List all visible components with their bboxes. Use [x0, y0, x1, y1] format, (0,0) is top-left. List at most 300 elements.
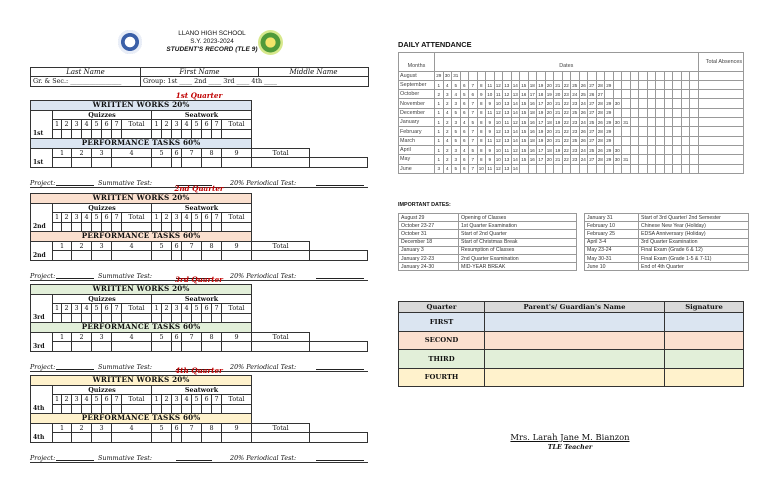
attendance-day[interactable]: 21	[554, 127, 563, 136]
attendance-day[interactable]: 30	[613, 99, 622, 108]
score-cell[interactable]	[62, 222, 72, 232]
attendance-day[interactable]: 22	[562, 155, 571, 164]
score-cell[interactable]	[162, 129, 172, 139]
attendance-day[interactable]: 23	[571, 99, 580, 108]
attendance-day[interactable]: 18	[528, 108, 537, 117]
score-cell[interactable]	[102, 222, 112, 232]
total-absences-cell[interactable]	[698, 136, 744, 145]
attendance-day[interactable]: 2	[435, 90, 444, 99]
attendance-day[interactable]: 10	[477, 164, 486, 173]
score-cell[interactable]	[212, 313, 222, 323]
attendance-day[interactable]: 5	[452, 164, 461, 173]
attendance-day[interactable]: 10	[494, 155, 503, 164]
score-cell[interactable]	[72, 313, 82, 323]
pt-score-cell[interactable]	[72, 158, 92, 168]
attendance-day[interactable]: 10	[486, 90, 495, 99]
attendance-day[interactable]: 15	[520, 155, 529, 164]
score-cell[interactable]	[192, 129, 202, 139]
gr-sec-field[interactable]: Gr. & Sec.: ________________	[31, 77, 141, 87]
score-cell[interactable]	[92, 313, 102, 323]
attendance-day[interactable]: 11	[486, 108, 495, 117]
attendance-day[interactable]: 27	[588, 108, 597, 117]
pt-score-cell[interactable]	[182, 342, 202, 352]
attendance-day[interactable]: 12	[494, 136, 503, 145]
signature-field[interactable]	[665, 368, 744, 387]
attendance-day[interactable]: 29	[605, 118, 614, 127]
pt-score-cell[interactable]	[222, 251, 252, 261]
score-cell[interactable]	[62, 404, 72, 414]
attendance-day[interactable]: 10	[494, 99, 503, 108]
attendance-day[interactable]: 1	[435, 80, 444, 89]
attendance-day[interactable]: 4	[452, 90, 461, 99]
attendance-day[interactable]: 18	[545, 145, 554, 154]
score-cell[interactable]	[212, 129, 222, 139]
pt-score-cell[interactable]	[53, 433, 72, 443]
score-cell[interactable]	[202, 404, 212, 414]
attendance-day[interactable]: 11	[503, 118, 512, 127]
attendance-day[interactable]: 16	[520, 90, 529, 99]
attendance-day[interactable]: 22	[562, 136, 571, 145]
attendance-day[interactable]: 14	[511, 127, 520, 136]
attendance-day[interactable]: 28	[596, 99, 605, 108]
attendance-day[interactable]: 28	[596, 80, 605, 89]
attendance-day[interactable]: 6	[460, 80, 469, 89]
attendance-day[interactable]: 22	[562, 118, 571, 127]
score-cell[interactable]	[162, 222, 172, 232]
attendance-day[interactable]: 2	[443, 118, 452, 127]
pt-total-cell[interactable]	[310, 433, 368, 443]
attendance-day[interactable]: 22	[562, 80, 571, 89]
score-cell[interactable]	[152, 129, 162, 139]
attendance-day[interactable]: 22	[562, 145, 571, 154]
attendance-day[interactable]: 20	[545, 155, 554, 164]
attendance-day[interactable]: 5	[452, 80, 461, 89]
attendance-day[interactable]: 15	[520, 99, 529, 108]
attendance-day[interactable]: 6	[460, 164, 469, 173]
attendance-day[interactable]: 12	[494, 108, 503, 117]
score-cell[interactable]	[172, 313, 182, 323]
pt-score-cell[interactable]	[252, 158, 310, 168]
attendance-day[interactable]: 25	[579, 90, 588, 99]
attendance-day[interactable]: 20	[545, 136, 554, 145]
score-cell[interactable]	[222, 129, 252, 139]
score-cell[interactable]	[152, 313, 162, 323]
attendance-day[interactable]: 28	[596, 155, 605, 164]
attendance-day[interactable]: 2	[443, 145, 452, 154]
attendance-day[interactable]: 26	[579, 80, 588, 89]
score-cell[interactable]	[72, 129, 82, 139]
attendance-day[interactable]: 19	[554, 118, 563, 127]
attendance-day[interactable]: 19	[537, 136, 546, 145]
attendance-day[interactable]: 3	[435, 164, 444, 173]
attendance-day[interactable]: 5	[469, 118, 478, 127]
attendance-day[interactable]: 31	[622, 118, 631, 127]
attendance-day[interactable]: 8	[477, 80, 486, 89]
attendance-day[interactable]: 6	[460, 108, 469, 117]
attendance-day[interactable]: 9	[486, 118, 495, 127]
attendance-day[interactable]: 23	[571, 145, 580, 154]
score-cell[interactable]	[162, 313, 172, 323]
attendance-day[interactable]: 24	[571, 90, 580, 99]
attendance-day[interactable]: 14	[511, 99, 520, 108]
attendance-day[interactable]: 23	[571, 127, 580, 136]
pt-score-cell[interactable]	[252, 251, 310, 261]
attendance-day[interactable]: 30	[613, 145, 622, 154]
attendance-day[interactable]: 15	[520, 118, 529, 127]
attendance-day[interactable]: 21	[554, 99, 563, 108]
signature-field[interactable]	[665, 313, 744, 332]
pt-total-cell[interactable]	[310, 158, 368, 168]
group-field[interactable]: Group: 1st ____ 2nd ____ 3rd ____ 4th ____	[141, 77, 369, 87]
attendance-day[interactable]: 1	[435, 108, 444, 117]
pt-score-cell[interactable]	[92, 433, 112, 443]
attendance-day[interactable]: 4	[460, 118, 469, 127]
attendance-day[interactable]: 31	[622, 155, 631, 164]
attendance-day[interactable]: 15	[520, 108, 529, 117]
attendance-day[interactable]: 12	[503, 90, 512, 99]
pt-score-cell[interactable]	[222, 158, 252, 168]
score-cell[interactable]	[212, 222, 222, 232]
score-cell[interactable]	[82, 129, 92, 139]
attendance-day[interactable]: 27	[588, 80, 597, 89]
attendance-day[interactable]: 20	[545, 108, 554, 117]
attendance-day[interactable]: 13	[503, 136, 512, 145]
attendance-day[interactable]: 20	[554, 90, 563, 99]
attendance-day[interactable]: 3	[443, 90, 452, 99]
attendance-day[interactable]: 25	[571, 80, 580, 89]
attendance-day[interactable]: 4	[443, 108, 452, 117]
attendance-day[interactable]: 27	[588, 99, 597, 108]
pt-score-cell[interactable]	[72, 251, 92, 261]
attendance-day[interactable]: 28	[596, 136, 605, 145]
score-cell[interactable]	[222, 404, 252, 414]
attendance-day[interactable]: 3	[452, 118, 461, 127]
attendance-day[interactable]: 21	[554, 108, 563, 117]
pt-score-cell[interactable]	[222, 433, 252, 443]
total-absences-cell[interactable]	[698, 108, 744, 117]
attendance-day[interactable]: 9	[486, 155, 495, 164]
attendance-day[interactable]: 19	[545, 90, 554, 99]
attendance-day[interactable]: 5	[460, 90, 469, 99]
periodical-field[interactable]	[316, 454, 364, 461]
attendance-day[interactable]: 5	[452, 127, 461, 136]
attendance-day[interactable]: 14	[511, 155, 520, 164]
attendance-day[interactable]: 7	[469, 99, 478, 108]
score-cell[interactable]	[112, 313, 122, 323]
attendance-day[interactable]: 8	[477, 136, 486, 145]
attendance-day[interactable]: 15	[520, 80, 529, 89]
score-cell[interactable]	[192, 222, 202, 232]
summative-field[interactable]	[176, 454, 212, 461]
pt-score-cell[interactable]	[112, 251, 152, 261]
attendance-day[interactable]: 27	[588, 136, 597, 145]
attendance-day[interactable]: 26	[596, 145, 605, 154]
attendance-day[interactable]: 30	[443, 71, 452, 80]
pt-score-cell[interactable]	[112, 433, 152, 443]
pt-total-cell[interactable]	[310, 342, 368, 352]
attendance-day[interactable]: 8	[477, 155, 486, 164]
pt-score-cell[interactable]	[92, 342, 112, 352]
pt-score-cell[interactable]	[92, 158, 112, 168]
pt-score-cell[interactable]	[92, 251, 112, 261]
attendance-day[interactable]: 18	[528, 136, 537, 145]
attendance-day[interactable]: 11	[486, 136, 495, 145]
attendance-day[interactable]: 25	[588, 145, 597, 154]
attendance-day[interactable]: 25	[571, 136, 580, 145]
attendance-day[interactable]: 12	[511, 118, 520, 127]
attendance-day[interactable]: 20	[545, 99, 554, 108]
score-cell[interactable]	[222, 313, 252, 323]
attendance-day[interactable]: 14	[511, 136, 520, 145]
attendance-day[interactable]: 6	[460, 136, 469, 145]
attendance-day[interactable]: 29	[605, 127, 614, 136]
attendance-day[interactable]: 4	[460, 145, 469, 154]
attendance-day[interactable]: 9	[477, 90, 486, 99]
attendance-day[interactable]: 14	[511, 108, 520, 117]
attendance-day[interactable]: 13	[503, 108, 512, 117]
attendance-day[interactable]: 13	[511, 90, 520, 99]
attendance-day[interactable]: 21	[554, 80, 563, 89]
attendance-day[interactable]: 16	[528, 99, 537, 108]
attendance-day[interactable]: 29	[605, 108, 614, 117]
attendance-day[interactable]: 6	[460, 127, 469, 136]
score-cell[interactable]	[202, 129, 212, 139]
score-cell[interactable]	[53, 222, 62, 232]
pt-score-cell[interactable]	[182, 433, 202, 443]
attendance-day[interactable]: 8	[477, 145, 486, 154]
score-cell[interactable]	[172, 404, 182, 414]
total-absences-cell[interactable]	[698, 71, 744, 80]
total-absences-cell[interactable]	[698, 164, 744, 173]
attendance-day[interactable]: 19	[537, 108, 546, 117]
score-cell[interactable]	[53, 404, 62, 414]
attendance-day[interactable]: 22	[562, 127, 571, 136]
attendance-day[interactable]: 13	[503, 80, 512, 89]
attendance-day[interactable]: 1	[435, 145, 444, 154]
attendance-day[interactable]: 29	[605, 99, 614, 108]
score-cell[interactable]	[102, 313, 112, 323]
pt-score-cell[interactable]	[172, 433, 182, 443]
attendance-day[interactable]: 12	[511, 145, 520, 154]
attendance-day[interactable]: 26	[588, 90, 597, 99]
attendance-day[interactable]: 17	[537, 118, 546, 127]
score-cell[interactable]	[92, 222, 102, 232]
attendance-day[interactable]: 4	[443, 80, 452, 89]
attendance-day[interactable]: 5	[452, 136, 461, 145]
attendance-day[interactable]: 11	[486, 80, 495, 89]
attendance-day[interactable]: 2	[443, 155, 452, 164]
attendance-day[interactable]: 19	[537, 80, 546, 89]
attendance-day[interactable]: 9	[486, 145, 495, 154]
pt-score-cell[interactable]	[172, 342, 182, 352]
attendance-day[interactable]: 29	[605, 80, 614, 89]
score-cell[interactable]	[172, 222, 182, 232]
attendance-day[interactable]: 5	[469, 145, 478, 154]
attendance-day[interactable]: 10	[494, 118, 503, 127]
score-cell[interactable]	[122, 222, 152, 232]
attendance-day[interactable]: 21	[554, 155, 563, 164]
pt-score-cell[interactable]	[112, 158, 152, 168]
attendance-day[interactable]: 8	[477, 127, 486, 136]
score-cell[interactable]	[102, 404, 112, 414]
attendance-day[interactable]: 5	[452, 108, 461, 117]
score-cell[interactable]	[182, 404, 192, 414]
pt-score-cell[interactable]	[53, 158, 72, 168]
attendance-day[interactable]: 23	[571, 155, 580, 164]
attendance-day[interactable]: 27	[588, 127, 597, 136]
attendance-day[interactable]: 2	[443, 127, 452, 136]
attendance-day[interactable]: 17	[537, 155, 546, 164]
pt-score-cell[interactable]	[72, 342, 92, 352]
score-cell[interactable]	[112, 129, 122, 139]
attendance-day[interactable]: 6	[460, 155, 469, 164]
attendance-day[interactable]: 7	[469, 108, 478, 117]
pt-score-cell[interactable]	[222, 342, 252, 352]
score-cell[interactable]	[102, 129, 112, 139]
pt-score-cell[interactable]	[152, 433, 172, 443]
pt-score-cell[interactable]	[152, 158, 172, 168]
attendance-day[interactable]: 13	[503, 164, 512, 173]
attendance-day[interactable]: 12	[494, 127, 503, 136]
attendance-day[interactable]: 1	[435, 127, 444, 136]
attendance-day[interactable]: 30	[613, 155, 622, 164]
attendance-day[interactable]: 16	[528, 145, 537, 154]
pt-score-cell[interactable]	[252, 433, 310, 443]
pt-score-cell[interactable]	[112, 342, 152, 352]
attendance-day[interactable]: 18	[537, 90, 546, 99]
score-cell[interactable]	[122, 129, 152, 139]
pt-score-cell[interactable]	[202, 251, 222, 261]
total-absences-cell[interactable]	[698, 118, 744, 127]
attendance-day[interactable]: 31	[452, 71, 461, 80]
signature-field[interactable]	[665, 350, 744, 369]
score-cell[interactable]	[152, 222, 162, 232]
attendance-day[interactable]: 29	[605, 155, 614, 164]
score-cell[interactable]	[202, 222, 212, 232]
attendance-day[interactable]: 16	[528, 118, 537, 127]
score-cell[interactable]	[112, 222, 122, 232]
attendance-day[interactable]: 13	[503, 155, 512, 164]
score-cell[interactable]	[62, 313, 72, 323]
attendance-day[interactable]: 30	[613, 118, 622, 127]
attendance-day[interactable]: 29	[435, 71, 444, 80]
score-cell[interactable]	[92, 129, 102, 139]
attendance-day[interactable]: 11	[494, 90, 503, 99]
score-cell[interactable]	[82, 313, 92, 323]
score-cell[interactable]	[212, 404, 222, 414]
attendance-day[interactable]: 25	[588, 118, 597, 127]
attendance-day[interactable]: 6	[469, 90, 478, 99]
pt-score-cell[interactable]	[252, 342, 310, 352]
pt-score-cell[interactable]	[172, 158, 182, 168]
attendance-day[interactable]: 15	[520, 127, 529, 136]
attendance-day[interactable]: 19	[537, 127, 546, 136]
attendance-day[interactable]: 7	[469, 136, 478, 145]
attendance-day[interactable]: 9	[486, 99, 495, 108]
attendance-day[interactable]: 20	[545, 80, 554, 89]
attendance-day[interactable]: 20	[545, 127, 554, 136]
attendance-day[interactable]: 16	[528, 127, 537, 136]
score-cell[interactable]	[122, 404, 152, 414]
attendance-day[interactable]: 22	[562, 108, 571, 117]
pt-score-cell[interactable]	[53, 342, 72, 352]
total-absences-cell[interactable]	[698, 127, 744, 136]
project-field[interactable]	[56, 454, 94, 461]
total-absences-cell[interactable]	[698, 145, 744, 154]
score-cell[interactable]	[53, 129, 62, 139]
attendance-day[interactable]: 1	[435, 155, 444, 164]
attendance-day[interactable]: 17	[537, 99, 546, 108]
attendance-day[interactable]: 12	[494, 164, 503, 173]
score-cell[interactable]	[182, 313, 192, 323]
pt-score-cell[interactable]	[152, 251, 172, 261]
pt-score-cell[interactable]	[172, 251, 182, 261]
attendance-day[interactable]: 2	[443, 99, 452, 108]
score-cell[interactable]	[122, 313, 152, 323]
attendance-day[interactable]: 23	[571, 118, 580, 127]
score-cell[interactable]	[222, 222, 252, 232]
attendance-day[interactable]: 1	[435, 136, 444, 145]
parent-name-field[interactable]	[485, 350, 665, 369]
attendance-day[interactable]: 25	[571, 108, 580, 117]
parent-name-field[interactable]	[485, 331, 665, 350]
attendance-day[interactable]: 16	[528, 155, 537, 164]
attendance-day[interactable]: 11	[503, 145, 512, 154]
attendance-day[interactable]: 13	[503, 127, 512, 136]
attendance-day[interactable]: 18	[545, 118, 554, 127]
pt-score-cell[interactable]	[182, 158, 202, 168]
attendance-day[interactable]: 22	[562, 99, 571, 108]
attendance-day[interactable]: 26	[579, 136, 588, 145]
attendance-day[interactable]: 29	[605, 145, 614, 154]
pt-score-cell[interactable]	[152, 342, 172, 352]
attendance-day[interactable]: 19	[554, 145, 563, 154]
pt-score-cell[interactable]	[202, 433, 222, 443]
pt-total-cell[interactable]	[310, 251, 368, 261]
score-cell[interactable]	[152, 404, 162, 414]
score-cell[interactable]	[82, 222, 92, 232]
score-cell[interactable]	[62, 129, 72, 139]
attendance-day[interactable]: 8	[477, 108, 486, 117]
score-cell[interactable]	[53, 313, 62, 323]
parent-name-field[interactable]	[485, 313, 665, 332]
attendance-day[interactable]: 11	[486, 164, 495, 173]
attendance-day[interactable]: 24	[579, 145, 588, 154]
score-cell[interactable]	[182, 222, 192, 232]
attendance-day[interactable]: 7	[469, 155, 478, 164]
score-cell[interactable]	[192, 313, 202, 323]
attendance-day[interactable]: 8	[477, 99, 486, 108]
parent-name-field[interactable]	[485, 368, 665, 387]
score-cell[interactable]	[72, 404, 82, 414]
attendance-day[interactable]: 15	[520, 136, 529, 145]
score-cell[interactable]	[192, 404, 202, 414]
attendance-day[interactable]: 24	[579, 118, 588, 127]
attendance-day[interactable]: 28	[596, 108, 605, 117]
attendance-day[interactable]: 4	[443, 164, 452, 173]
attendance-day[interactable]: 21	[554, 136, 563, 145]
attendance-day[interactable]: 8	[477, 118, 486, 127]
attendance-day[interactable]: 26	[579, 127, 588, 136]
score-cell[interactable]	[82, 404, 92, 414]
attendance-day[interactable]: 26	[596, 118, 605, 127]
attendance-day[interactable]: 7	[469, 127, 478, 136]
attendance-day[interactable]: 13	[503, 99, 512, 108]
attendance-day[interactable]: 24	[579, 155, 588, 164]
total-absences-cell[interactable]	[698, 155, 744, 164]
attendance-day[interactable]: 17	[537, 145, 546, 154]
attendance-day[interactable]: 3	[452, 155, 461, 164]
